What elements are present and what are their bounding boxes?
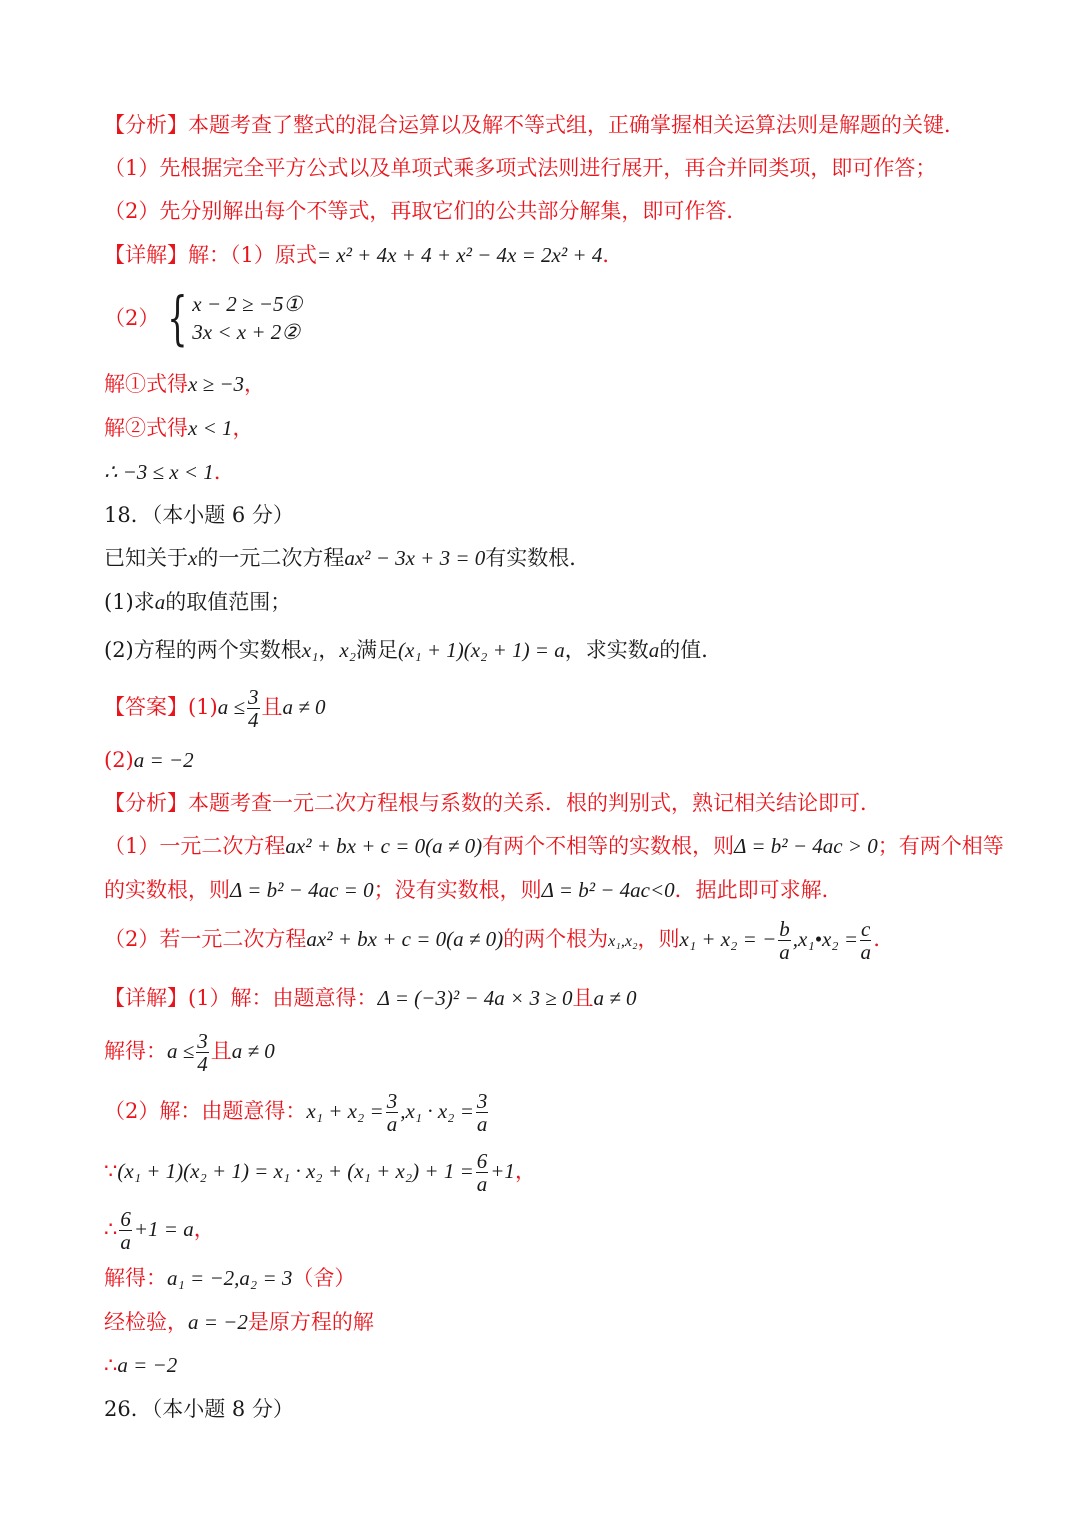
analysis-line-3: （2）先分别解出每个不等式，再取它们的公共部分解集，即可作答．: [104, 199, 748, 223]
a2l2-delta: Δ = b² − 4ac > 0: [734, 834, 878, 858]
detail-label: 【详解】解：（1）原式: [104, 243, 317, 267]
d2l1-ne: a ≠ 0: [593, 986, 637, 1010]
question-18-header: 18．（本小题 6 分）: [104, 503, 294, 527]
a2l4-eq: ax² + bx + c = 0(a ≠ 0): [306, 927, 504, 951]
d2l1-math: Δ = (−3)² − 4a × 3 ≥ 0: [377, 986, 573, 1010]
analysis2-line-1: 【分析】本题考查一元二次方程根与系数的关系．根的判别式，熟记相关结论即可．: [104, 791, 881, 815]
answer-qie: 且: [261, 695, 283, 719]
answer-part2-math: a = −2: [133, 748, 194, 772]
stem-text-b: 的一元二次方程: [197, 546, 345, 570]
d2l3-frac2-num: 3: [476, 1089, 488, 1113]
a2l4-prod: ,x₁•x₂ =: [792, 927, 859, 951]
d2l6-math: a₁ = −2,a₂ = 3: [167, 1266, 293, 1290]
solution-text-2: 解②式得: [104, 416, 188, 440]
therefore-icon-2: ∴: [104, 1353, 118, 1377]
answer-frac-den: 4: [248, 708, 259, 732]
a2l4-roots: x₁,x₂: [608, 933, 638, 950]
d2l3-frac-1: [386, 1090, 399, 1135]
d2l2-label: 解得：: [104, 1039, 167, 1063]
brace-icon: {: [167, 284, 188, 352]
d2l6-label: 解得：: [104, 1266, 167, 1290]
a2l3-text-a: 的实数根，则: [104, 878, 230, 902]
answer-part2-label: (2): [104, 748, 134, 772]
detail2-line-4: [104, 1150, 536, 1195]
a2l4-frac-c-num: c: [861, 917, 871, 941]
stem-text-a: 已知关于: [104, 546, 188, 570]
because-icon: ∵: [104, 1159, 118, 1183]
d2l3-prod: ,x₁ · x₂ =: [400, 1099, 474, 1123]
d2l5-frac: [119, 1208, 132, 1253]
d2l4-frac-num: 6: [476, 1149, 488, 1173]
answer-frac-num: 3: [248, 685, 259, 709]
detail-end-mark: ．: [602, 243, 624, 267]
d2l3-frac1-num: 3: [386, 1089, 398, 1113]
d2l3-frac2-den: a: [476, 1112, 488, 1136]
stem-var-x: x: [188, 546, 198, 570]
detail2-line-6: [104, 1264, 355, 1292]
analysis-line-2: （1）先根据完全平方公式以及单项式乘多项式法则进行展开，再合并同类项，即可作答；: [104, 156, 937, 180]
a2l4-frac-b-num: b: [779, 917, 790, 941]
system-line-1: x − 2 ≥ −5①: [192, 292, 303, 316]
part1-var: a: [154, 590, 166, 614]
part2-text-c: ，求实数: [564, 638, 649, 662]
part2-equation: (x₁ + 1)(x₂ + 1) = a: [398, 638, 565, 662]
inequality-system: [104, 284, 303, 352]
system-line-2: 3x < x + 2②: [192, 320, 301, 344]
solution-math-1: x ≥ −3: [188, 372, 245, 396]
part2-var: a: [648, 638, 660, 662]
d2l4-frac: [476, 1150, 489, 1195]
d2l7-math: a = −2: [188, 1310, 248, 1334]
question-18-part-2: [104, 636, 722, 664]
a2l3-delta1: Δ = b² − 4ac = 0: [230, 878, 374, 902]
solution-text-1: 解①式得: [104, 372, 188, 396]
d2l5-frac-den: a: [120, 1230, 131, 1254]
d2l4-math: (x₁ + 1)(x₂ + 1) = x₁ · x₂ + (x₁ + x₂) + 1 =: [117, 1159, 474, 1183]
d2l3-sum: x₁ + x₂ =: [306, 1099, 384, 1123]
a2l2-text-a: （1）一元二次方程: [104, 834, 286, 858]
a2l4-sum: x₁ + x₂ = −: [679, 927, 777, 951]
d2l3-frac-2: [476, 1090, 489, 1135]
d2l4-plus: +1: [490, 1159, 515, 1183]
d2l5-end: ，: [193, 1217, 215, 1241]
d2l1-label: 【详解】(1）解：由题意得：: [104, 986, 378, 1010]
part1-text-b: 的取值范围；: [165, 590, 292, 614]
answer-ne: a ≠ 0: [282, 695, 326, 719]
solution-line-1: [104, 370, 265, 398]
question-18-part-1: [104, 588, 291, 616]
detail2-line-5: [104, 1208, 215, 1253]
d2l3-label: （2）解：由题意得：: [104, 1099, 307, 1123]
part2-text-b: 满足: [356, 638, 398, 662]
analysis2-line-4: [104, 918, 894, 963]
analysis2-line-3: [104, 876, 843, 904]
a2l4-frac-c: [860, 918, 871, 963]
solution-line-2: [104, 414, 254, 442]
stem-text-c: 有实数根．: [485, 546, 591, 570]
d2l2-a: a ≤: [167, 1039, 195, 1063]
d2l4-frac-den: a: [476, 1172, 488, 1196]
a2l4-frac-b-den: a: [779, 940, 790, 964]
a2l4-text-c: ，则: [637, 927, 680, 951]
a2l4-text-b: 的两个根为: [503, 927, 609, 951]
d2l7-text-a: 经检验，: [104, 1310, 188, 1334]
a2l3-delta2: Δ = b² − 4ac<0: [541, 878, 675, 902]
conclusion-math: ∴ −3 ≤ x < 1: [104, 460, 214, 484]
analysis-line-1: 【分析】本题考查了整式的混合运算以及解不等式组，正确掌握相关运算法则是解题的关键．: [104, 113, 965, 137]
answer-line-1: [104, 686, 326, 731]
d2l7-text-b: 是原方程的解: [247, 1310, 374, 1334]
detail2-line-3: [104, 1090, 490, 1135]
stem-equation: ax² − 3x + 3 = 0: [344, 546, 486, 570]
detail-expression: = x² + 4x + 4 + x² − 4x = 2x² + 4: [316, 243, 603, 267]
detail2-line-1: [104, 984, 637, 1012]
answer-fraction: [247, 686, 260, 731]
answer-line-2: [104, 746, 194, 774]
part2-x2: x₂: [339, 638, 356, 662]
d2l5-math: +1 = a: [133, 1217, 194, 1241]
therefore-icon: ∴: [104, 1217, 118, 1241]
a2l2-text-b: 有两个不相等的实数根，则: [482, 834, 735, 858]
solution-end-2: ，: [232, 416, 254, 440]
d2l6-she: （舍）: [292, 1266, 356, 1290]
d2l4-end: ，: [514, 1159, 536, 1183]
a2l3-text-c: ．据此即可求解．: [674, 878, 843, 902]
analysis2-line-2: [104, 832, 1004, 860]
a2l2-eq: ax² + bx + c = 0(a ≠ 0): [285, 834, 483, 858]
conclusion-line: [104, 458, 235, 486]
a2l3-text-b: ；没有实数根，则: [373, 878, 542, 902]
detail2-line-2: [104, 1030, 275, 1075]
answer-label: 【答案】(1): [104, 695, 218, 719]
part2-text-a: (2)方程的两个实数根: [104, 638, 302, 662]
conclusion-end: ．: [213, 460, 235, 484]
d2l2-ne: a ≠ 0: [231, 1039, 275, 1063]
d2l2-qie: 且: [210, 1039, 232, 1063]
system-label: （2）: [104, 306, 160, 330]
d2l2-frac-den: 4: [197, 1052, 208, 1076]
part2-sep: ，: [318, 638, 340, 662]
question-18-stem: [104, 544, 590, 572]
solution-end-1: ，: [244, 372, 266, 396]
part2-x1: x₁: [301, 638, 319, 662]
a2l4-frac-c-den: a: [860, 940, 871, 964]
d2l3-frac1-den: a: [386, 1112, 398, 1136]
d2l2-frac-num: 3: [197, 1029, 208, 1053]
a2l4-text-a: （2）若一元二次方程: [104, 927, 307, 951]
question-26-header: 26．（本小题 8 分）: [104, 1397, 294, 1421]
a2l2-text-c: ；有两个相等: [877, 834, 1004, 858]
d2l5-frac-num: 6: [120, 1207, 131, 1231]
part1-text-a: (1)求: [104, 590, 155, 614]
a2l4-end: ．: [873, 927, 895, 951]
solution-math-2: x < 1: [188, 416, 233, 440]
detail-line-1: [104, 241, 623, 269]
d2l2-frac: [196, 1030, 209, 1075]
d2l1-qie: 且: [572, 986, 594, 1010]
d2l8-math: a = −2: [117, 1353, 178, 1377]
detail2-line-7: [104, 1308, 374, 1336]
answer-a-le: a ≤: [217, 695, 246, 719]
detail2-line-8: [104, 1351, 177, 1379]
a2l4-frac-b: [778, 918, 791, 963]
part2-text-d: 的值．: [659, 638, 723, 662]
